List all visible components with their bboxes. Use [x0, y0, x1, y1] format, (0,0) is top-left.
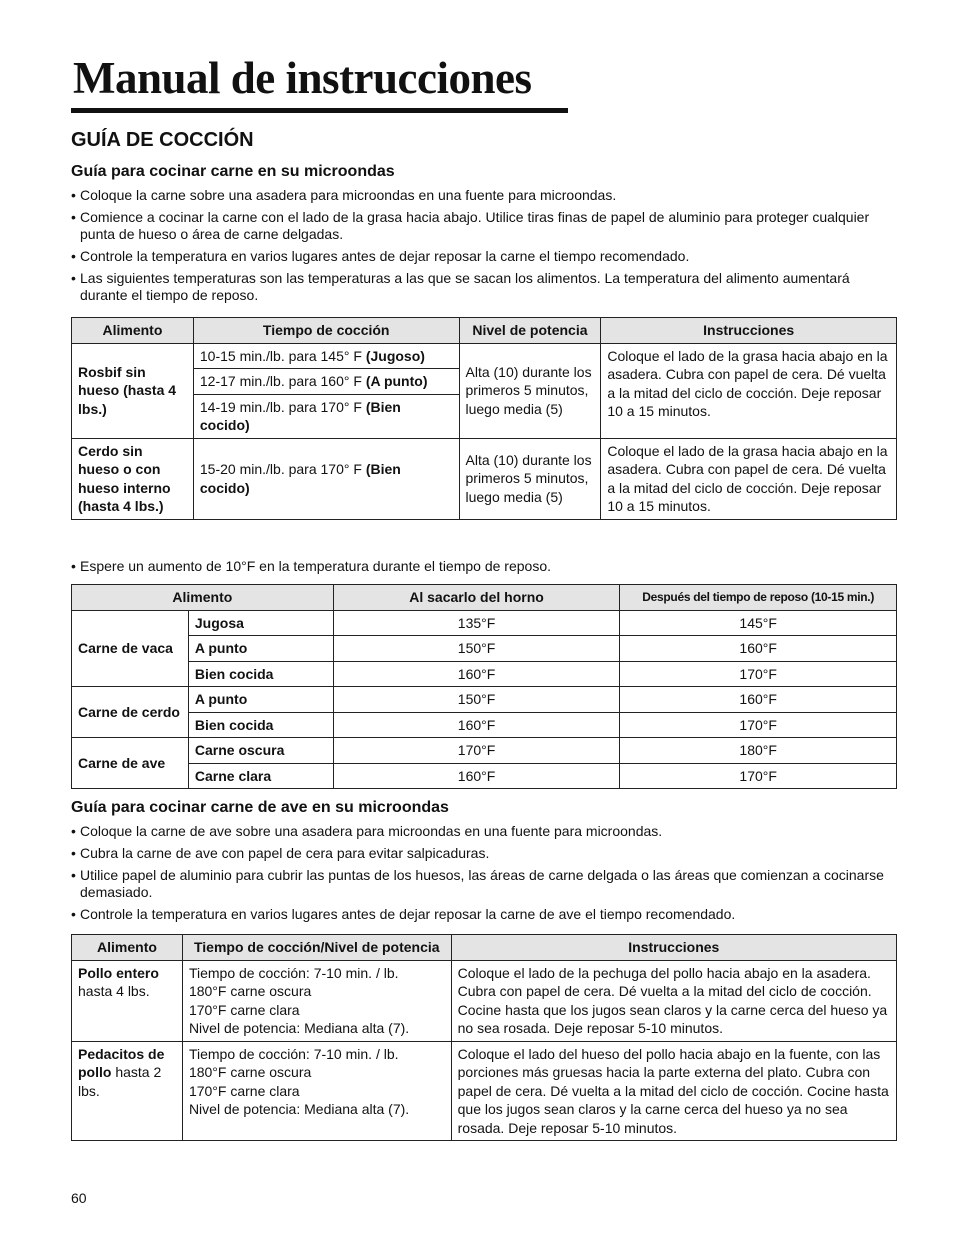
power-cell: Alta (10) durante los primeros 5 minutos, luego media (5) [459, 438, 601, 519]
doneness-cell: Carne oscura [188, 738, 333, 764]
time-cell [193, 438, 459, 519]
col-header: Nivel de potencia [459, 318, 601, 344]
table-row [72, 636, 897, 662]
table-row [72, 1041, 897, 1141]
title-rule [71, 108, 568, 113]
meat-bullets [71, 187, 897, 304]
table-row [72, 343, 897, 369]
meat-bullet: • Controle la temperatura en varios lugares antes de dejar reposar la carne el tiempo recomendado. [71, 248, 897, 265]
time-line: Nivel de potencia: Mediana alta (7). [188, 1101, 410, 1117]
temp-out-cell: 150°F [333, 687, 620, 713]
table-row [72, 712, 897, 738]
time-line: Tiempo de cocción: 7-10 min. / lb. [188, 1045, 399, 1062]
table-row [72, 960, 897, 1041]
food-cell [72, 960, 183, 1041]
poultry-section [71, 799, 897, 928]
meat-bullet: • Comience a cocinar la carne con el lado de la grasa hacia abajo. Utilice tiras finas de papel de aluminio para proteger cualquier punta de hueso o área de carne delgadas. [71, 209, 897, 243]
temp-out-cell: 135°F [333, 610, 620, 636]
doneness-cell: Bien cocida [188, 712, 333, 738]
temp-after-cell: 170°F [620, 712, 897, 738]
col-header: Alimento [72, 585, 334, 611]
time-power-cell [182, 1041, 451, 1141]
table-row [72, 438, 897, 519]
food-cell: Carne de vaca [72, 610, 189, 687]
col-header: Al sacarlo del horno [333, 585, 620, 611]
food-cell: Rosbif sin hueso (hasta 4 lbs.) [72, 343, 194, 438]
doneness-label: (Jugoso) [365, 347, 425, 364]
time-cell [193, 394, 459, 438]
temperature-table [71, 584, 897, 789]
table-row [72, 687, 897, 713]
temp-after-cell: 160°F [620, 687, 897, 713]
time-cell [193, 343, 459, 369]
temp-out-cell: 160°F [333, 763, 620, 789]
doneness-label: (Bien cocido) [199, 461, 401, 496]
time-text: 10-15 min./lb. para 145° F [199, 347, 362, 364]
doneness-label: (A punto) [365, 373, 428, 389]
table-row [72, 610, 897, 636]
rest-note: • Espere un aumento de 10°F en la temperatura durante el tiempo de reposo. [71, 558, 897, 575]
poultry-bullet: • Coloque la carne de ave sobre una asadera para microondas en una fuente para microondas. [71, 823, 897, 840]
poultry-heading: Guía para cocinar carne de ave en su microondas [71, 799, 449, 816]
food-name: Pollo entero [78, 964, 159, 981]
poultry-bullets [71, 823, 897, 923]
food-cell [72, 1041, 183, 1141]
doneness-cell: Carne clara [188, 763, 333, 789]
temp-out-cell: 150°F [333, 636, 620, 662]
food-cell: Carne de cerdo [72, 687, 189, 738]
food-name: Pedacitos de pollo [78, 1045, 165, 1080]
temp-after-cell: 170°F [620, 661, 897, 687]
poultry-bullet: • Controle la temperatura en varios lugares antes de dejar reposar la carne de ave el tiempo recomendado. [71, 906, 897, 923]
doneness-cell: Jugosa [188, 610, 333, 636]
time-line: Tiempo de cocción: 7-10 min. / lb. [188, 964, 399, 981]
time-power-cell [182, 960, 451, 1041]
poultry-bullet: • Cubra la carne de ave con papel de cera para evitar salpicaduras. [71, 845, 897, 862]
temp-out-cell: 160°F [333, 712, 620, 738]
temp-after-cell: 145°F [620, 610, 897, 636]
temp-out-cell: 160°F [333, 661, 620, 687]
time-text: 12-17 min./lb. para 160° F [199, 373, 362, 389]
doneness-cell: A punto [188, 687, 333, 713]
temp-after-cell: 160°F [620, 636, 897, 662]
meat-cooking-table [71, 317, 897, 520]
time-line: 170°F carne clara [188, 1001, 300, 1018]
page-title: Manual de instrucciones [73, 53, 532, 103]
time-line: 180°F carne oscura [188, 983, 312, 999]
doneness-cell: Bien cocida [188, 661, 333, 687]
instructions-cell: Coloque el lado de la grasa hacia abajo en la asadera. Cubra con papel de cera. Dé vuelta a la mitad del ciclo de cocción. Deje reposar 10 a 15 minutos. [601, 343, 897, 438]
time-text: 15-20 min./lb. para 170° F [199, 461, 362, 477]
col-header: Tiempo de cocción [193, 318, 459, 344]
doneness-cell: A punto [188, 636, 333, 662]
time-text: 14-19 min./lb. para 170° F [199, 398, 362, 415]
time-line: Nivel de potencia: Mediana alta (7). [188, 1020, 410, 1036]
doneness-label: (Bien cocido) [199, 398, 401, 433]
table-row [72, 763, 897, 789]
page-number: 60 [71, 1190, 87, 1206]
time-line: 180°F carne oscura [188, 1064, 312, 1080]
time-line: 170°F carne clara [188, 1082, 300, 1099]
table-row [72, 738, 897, 764]
time-cell [193, 369, 459, 395]
col-header: Instrucciones [601, 318, 897, 344]
col-header: Después del tiempo de reposo (10-15 min.) [620, 585, 897, 611]
meat-section [71, 163, 897, 309]
power-cell: Alta (10) durante los primeros 5 minutos, luego media (5) [459, 343, 601, 438]
col-header: Instrucciones [451, 935, 896, 961]
poultry-bullet: • Utilice papel de aluminio para cubrir las puntas de los huesos, las áreas de carne delgada o las áreas que comienzan a cocinarse demasiado. [71, 867, 897, 901]
food-cell: Carne de ave [72, 738, 189, 789]
food-weight: hasta 4 lbs. [78, 983, 150, 999]
table-row [72, 661, 897, 687]
temp-after-cell: 170°F [620, 763, 897, 789]
col-header: Alimento [72, 935, 183, 961]
instructions-cell: Coloque el lado de la grasa hacia abajo en la asadera. Cubra con papel de cera. Dé vuelta a la mitad del ciclo de cocción. Deje reposar 10 a 15 minutos. [601, 438, 897, 519]
col-header: Tiempo de cocción/Nivel de potencia [182, 935, 451, 961]
instructions-cell: Coloque el lado de la pechuga del pollo hacia abajo en la asadera. Cubra con papel de cera. Dé vuelta a la mitad del ciclo de cocción. Cocine hasta que los jugos sean claros y la carne cerca del hueso ya no sea rosada. Deje reposar 5-10 minutos. [451, 960, 896, 1041]
temp-after-cell: 180°F [620, 738, 897, 764]
meat-heading: Guía para cocinar carne en su microondas [71, 163, 395, 180]
meat-bullet: • Coloque la carne sobre una asadera para microondas en una fuente para microondas. [71, 187, 897, 204]
instructions-cell: Coloque el lado del hueso del pollo hacia abajo en la fuente, con las porciones más gruesas hacia la parte externa del plato. Cubra con papel de cera. Dé vuelta a la mitad del ciclo de cocción. Cocine hasta que los jugos sean claros y la carne cerca del hueso ya no sea rosada. Deje reposar 5-10 minutos. [451, 1041, 896, 1141]
food-weight: hasta 2 lbs. [78, 1064, 162, 1099]
food-cell: Cerdo sin hueso o con hueso interno (hasta 4 lbs.) [72, 438, 194, 519]
meat-bullet: • Las siguientes temperaturas son las temperaturas a las que se sacan los alimentos. La temperatura del alimento aumentará durante el tiempo de reposo. [71, 270, 897, 304]
poultry-cooking-table [71, 934, 897, 1141]
temp-out-cell: 170°F [333, 738, 620, 764]
col-header: Alimento [72, 318, 194, 344]
section-heading: GUÍA DE COCCIÓN [71, 129, 254, 151]
